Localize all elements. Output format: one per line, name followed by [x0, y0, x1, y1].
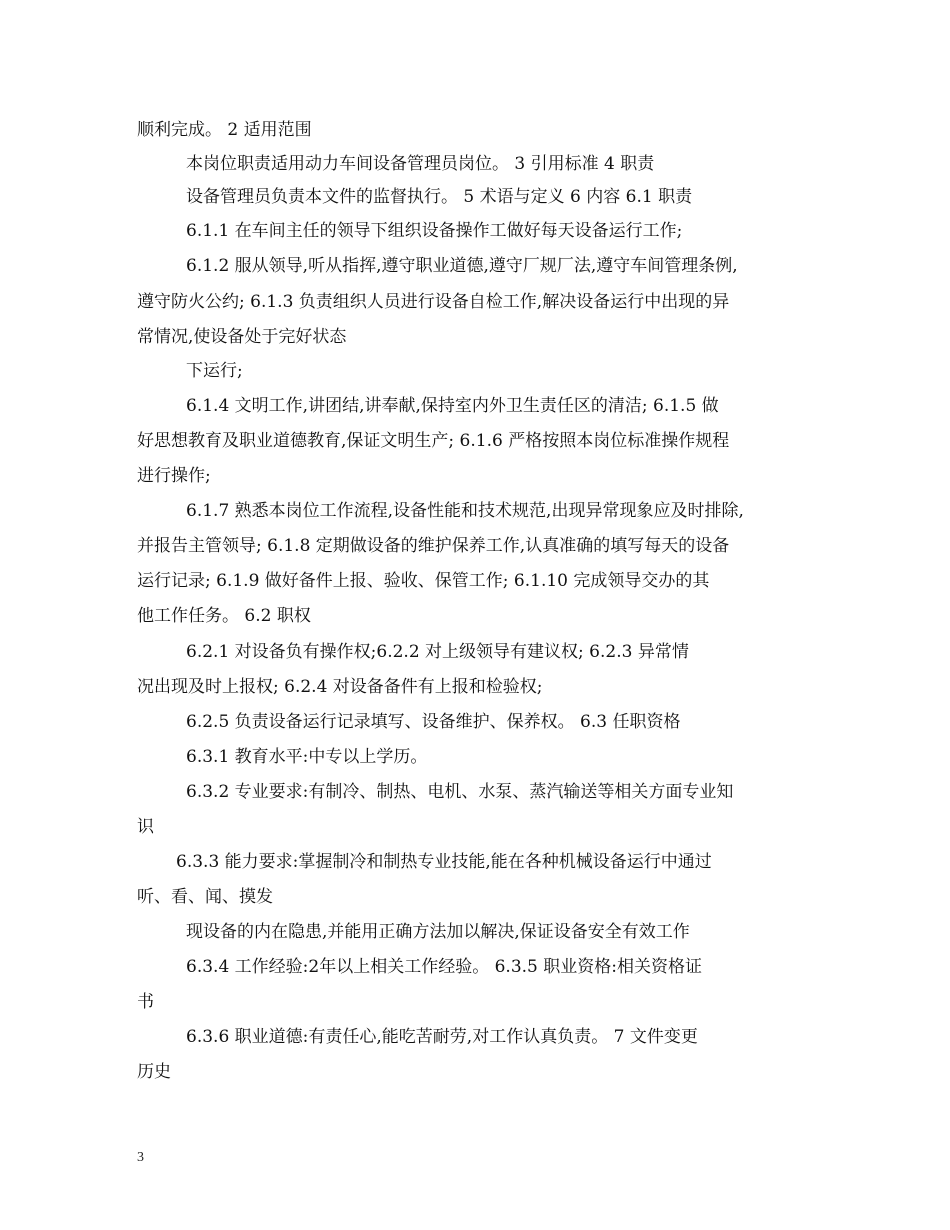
text-line: 运行记录; 6.1.9 做好备件上报、验收、保管工作; 6.1.10 完成领导交办的其 [137, 571, 710, 591]
text-line: 本岗位职责适用动力车间设备管理员岗位。 3 引用标准 4 职责 [186, 154, 655, 174]
text-line: 并报告主管领导; 6.1.8 定期做设备的维护保养工作,认真准确的填写每天的设备 [137, 536, 730, 556]
text-line: 听、看、闻、摸发 [137, 887, 273, 907]
text-line: 设备管理员负责本文件的监督执行。 5 术语与定义 6 内容 6.1 职责 [186, 187, 693, 207]
text-line: 历史 [137, 1062, 171, 1082]
text-line: 常情况,使设备处于完好状态 [137, 327, 347, 347]
text-line: 6.1.2 服从领导,听从指挥,遵守职业道德,遵守厂规厂法,遵守车间管理条例, [186, 256, 738, 276]
text-line: 6.3.6 职业道德:有责任心,能吃苦耐劳,对工作认真负责。 7 文件变更 [186, 1027, 698, 1047]
text-line: 6.1.7 熟悉本岗位工作流程,设备性能和技术规范,出现异常现象应及时排除, [186, 501, 744, 521]
text-line: 6.1.4 文明工作,讲团结,讲奉献,保持室内外卫生责任区的清洁; 6.1.5 做 [186, 396, 719, 416]
text-line: 下运行; [186, 361, 243, 381]
text-line: 现设备的内在隐患,并能用正确方法加以解决,保证设备安全有效工作 [186, 922, 690, 942]
text-line: 况出现及时上报权; 6.2.4 对设备备件有上报和检验权; [137, 677, 543, 697]
text-line: 6.3.1 教育水平:中专以上学历。 [186, 747, 428, 767]
text-line: 顺利完成。 2 适用范围 [137, 120, 312, 140]
text-line: 6.2.5 负责设备运行记录填写、设备维护、保养权。 6.3 任职资格 [186, 712, 681, 732]
text-line: 他工作任务。 6.2 职权 [137, 606, 311, 626]
text-line: 书 [137, 992, 154, 1012]
page-number: 3 [137, 1150, 144, 1165]
text-line: 遵守防火公约; 6.1.3 负责组织人员进行设备自检工作,解决设备运行中出现的异 [137, 292, 730, 312]
text-line: 好思想教育及职业道德教育,保证文明生产; 6.1.6 严格按照本岗位标准操作规程 [137, 431, 730, 451]
text-line: 6.2.1 对设备负有操作权;6.2.2 对上级领导有建议权; 6.2.3 异常情 [186, 642, 689, 662]
text-line: 6.3.2 专业要求:有制冷、制热、电机、水泵、蒸汽输送等相关方面专业知 [186, 782, 734, 802]
text-line: 6.3.4 工作经验:2年以上相关工作经验。 6.3.5 职业资格:相关资格证 [186, 957, 702, 977]
text-line: 识 [137, 817, 154, 837]
text-line: 6.3.3 能力要求:掌握制冷和制热专业技能,能在各种机械设备运行中通过 [176, 852, 712, 872]
text-line: 6.1.1 在车间主任的领导下组织设备操作工做好每天设备运行工作; [186, 221, 683, 241]
text-line: 进行操作; [137, 466, 211, 486]
